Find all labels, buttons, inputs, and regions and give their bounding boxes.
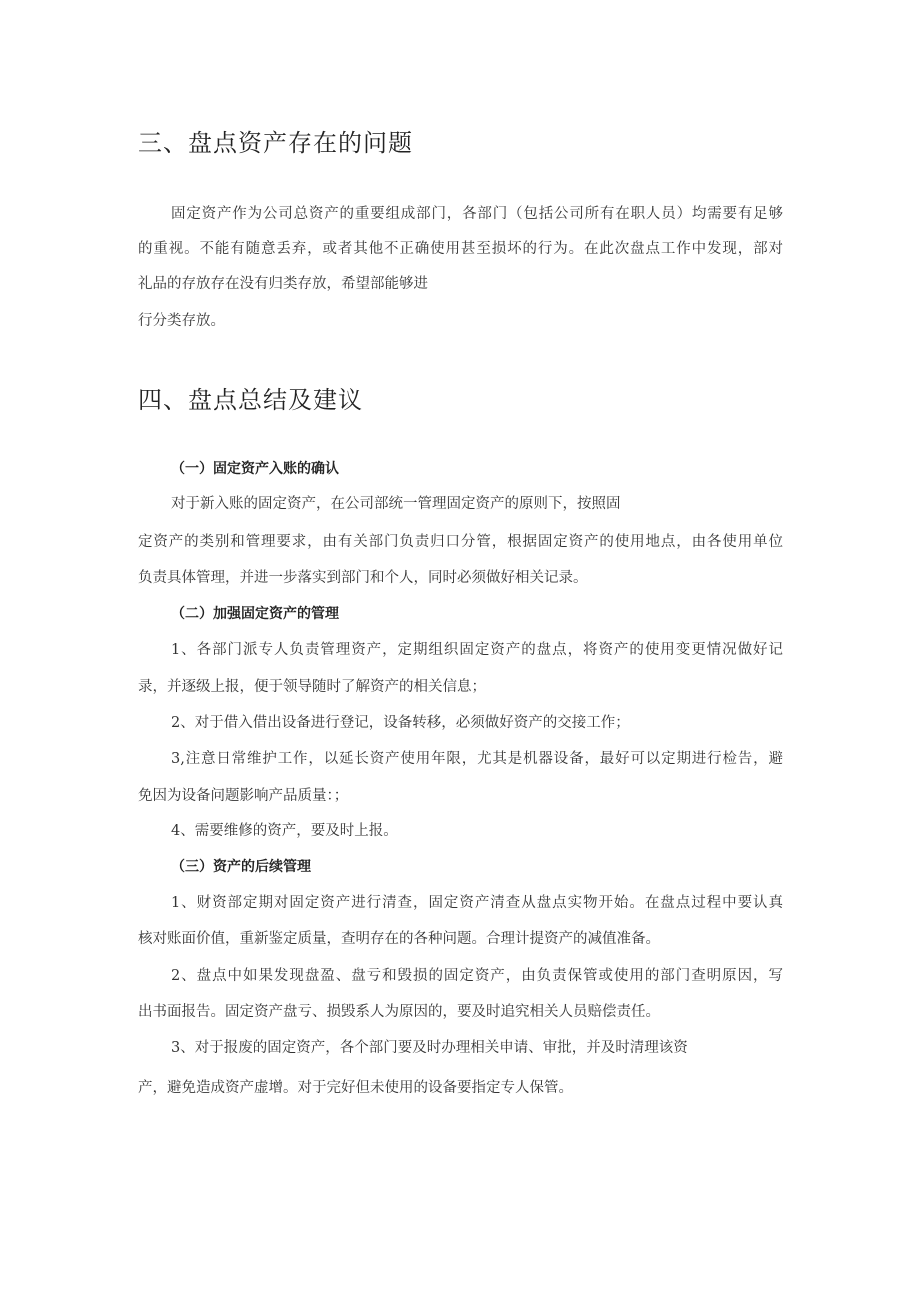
paragraph-line: 出书面报告。固定资产盘亏、损毁系人为原因的，要及时追究相关人员赔偿责任。 [138,1004,660,1020]
paragraph-line: 3、对于报废的固定资产，各个部门要及时办理相关申请、审批，并及时清理该资 [171,1040,688,1056]
paragraph-line: 产，避免造成资产虚增。对于完好但未使用的设备要指定专人保管。 [138,1080,573,1096]
paragraph-line: 固定资产作为公司总资产的重要组成部门，各部门（包括公司所有在职人员）均需要有足够 [171,206,783,222]
paragraph-line: 2、盘点中如果发现盘盈、盘亏和毁损的固定资产，由负责保管或使用的部门查明原因，写 [171,968,783,984]
paragraph-line: 4、需要维修的资产，要及时上报。 [171,823,398,839]
paragraph-line: 3,注意日常维护工作，以延长资产使用年限，尤其是机器设备，最好可以定期进行检告，避 [171,751,783,767]
paragraph-line: 对于新入账的固定资产，在公司部统一管理固定资产的原则下，按照固 [171,496,621,512]
paragraph-line: 核对账面价值，重新鉴定质量，查明存在的各种问题。合理计提资产的减值准备。 [138,931,660,947]
paragraph-line: 1、财资部定期对固定资产进行清查，固定资产清查从盘点实物开始。在盘点过程中要认真 [171,895,783,911]
paragraph-line: 礼品的存放存在没有归类存放，希望部能够进 [138,276,428,292]
paragraph-line: 行分类存放。 [138,313,225,329]
subsection-title-1: （一）固定资产入账的确认 [171,461,339,477]
section-heading-3: 三、盘点资产存在的问题 [138,129,413,157]
paragraph-line: 2、对于借入借出设备进行登记，设备转移，必须做好资产的交接工作； [171,715,630,731]
subsection-title-2: （二）加强固定资产的管理 [171,606,339,622]
paragraph-line: 1、各部门派专人负责管理资产，定期组织固定资产的盘点，将资产的使用变更情况做好记 [171,642,783,658]
section-heading-4: 四、盘点总结及建议 [138,386,363,414]
paragraph-line: 的重视。不能有随意丢弃，或者其他不正确使用甚至损坏的行为。在此次盘点工作中发现，部对 [138,241,783,257]
subsection-title-3: （三）资产的后续管理 [171,859,311,875]
paragraph-line: 负责具体管理，并进一步落实到部门和个人，同时必须做好相关记录。 [138,570,588,586]
paragraph-line: 定资产的类别和管理要求，由有关部门负责归口分管，根据固定资产的使用地点，由各使用单位 [138,534,783,550]
paragraph-line: 录，并逐级上报，便于领导随时了解资产的相关信息； [138,679,486,695]
paragraph-line: 免因为设备问题影响产品质量：； [138,788,349,804]
